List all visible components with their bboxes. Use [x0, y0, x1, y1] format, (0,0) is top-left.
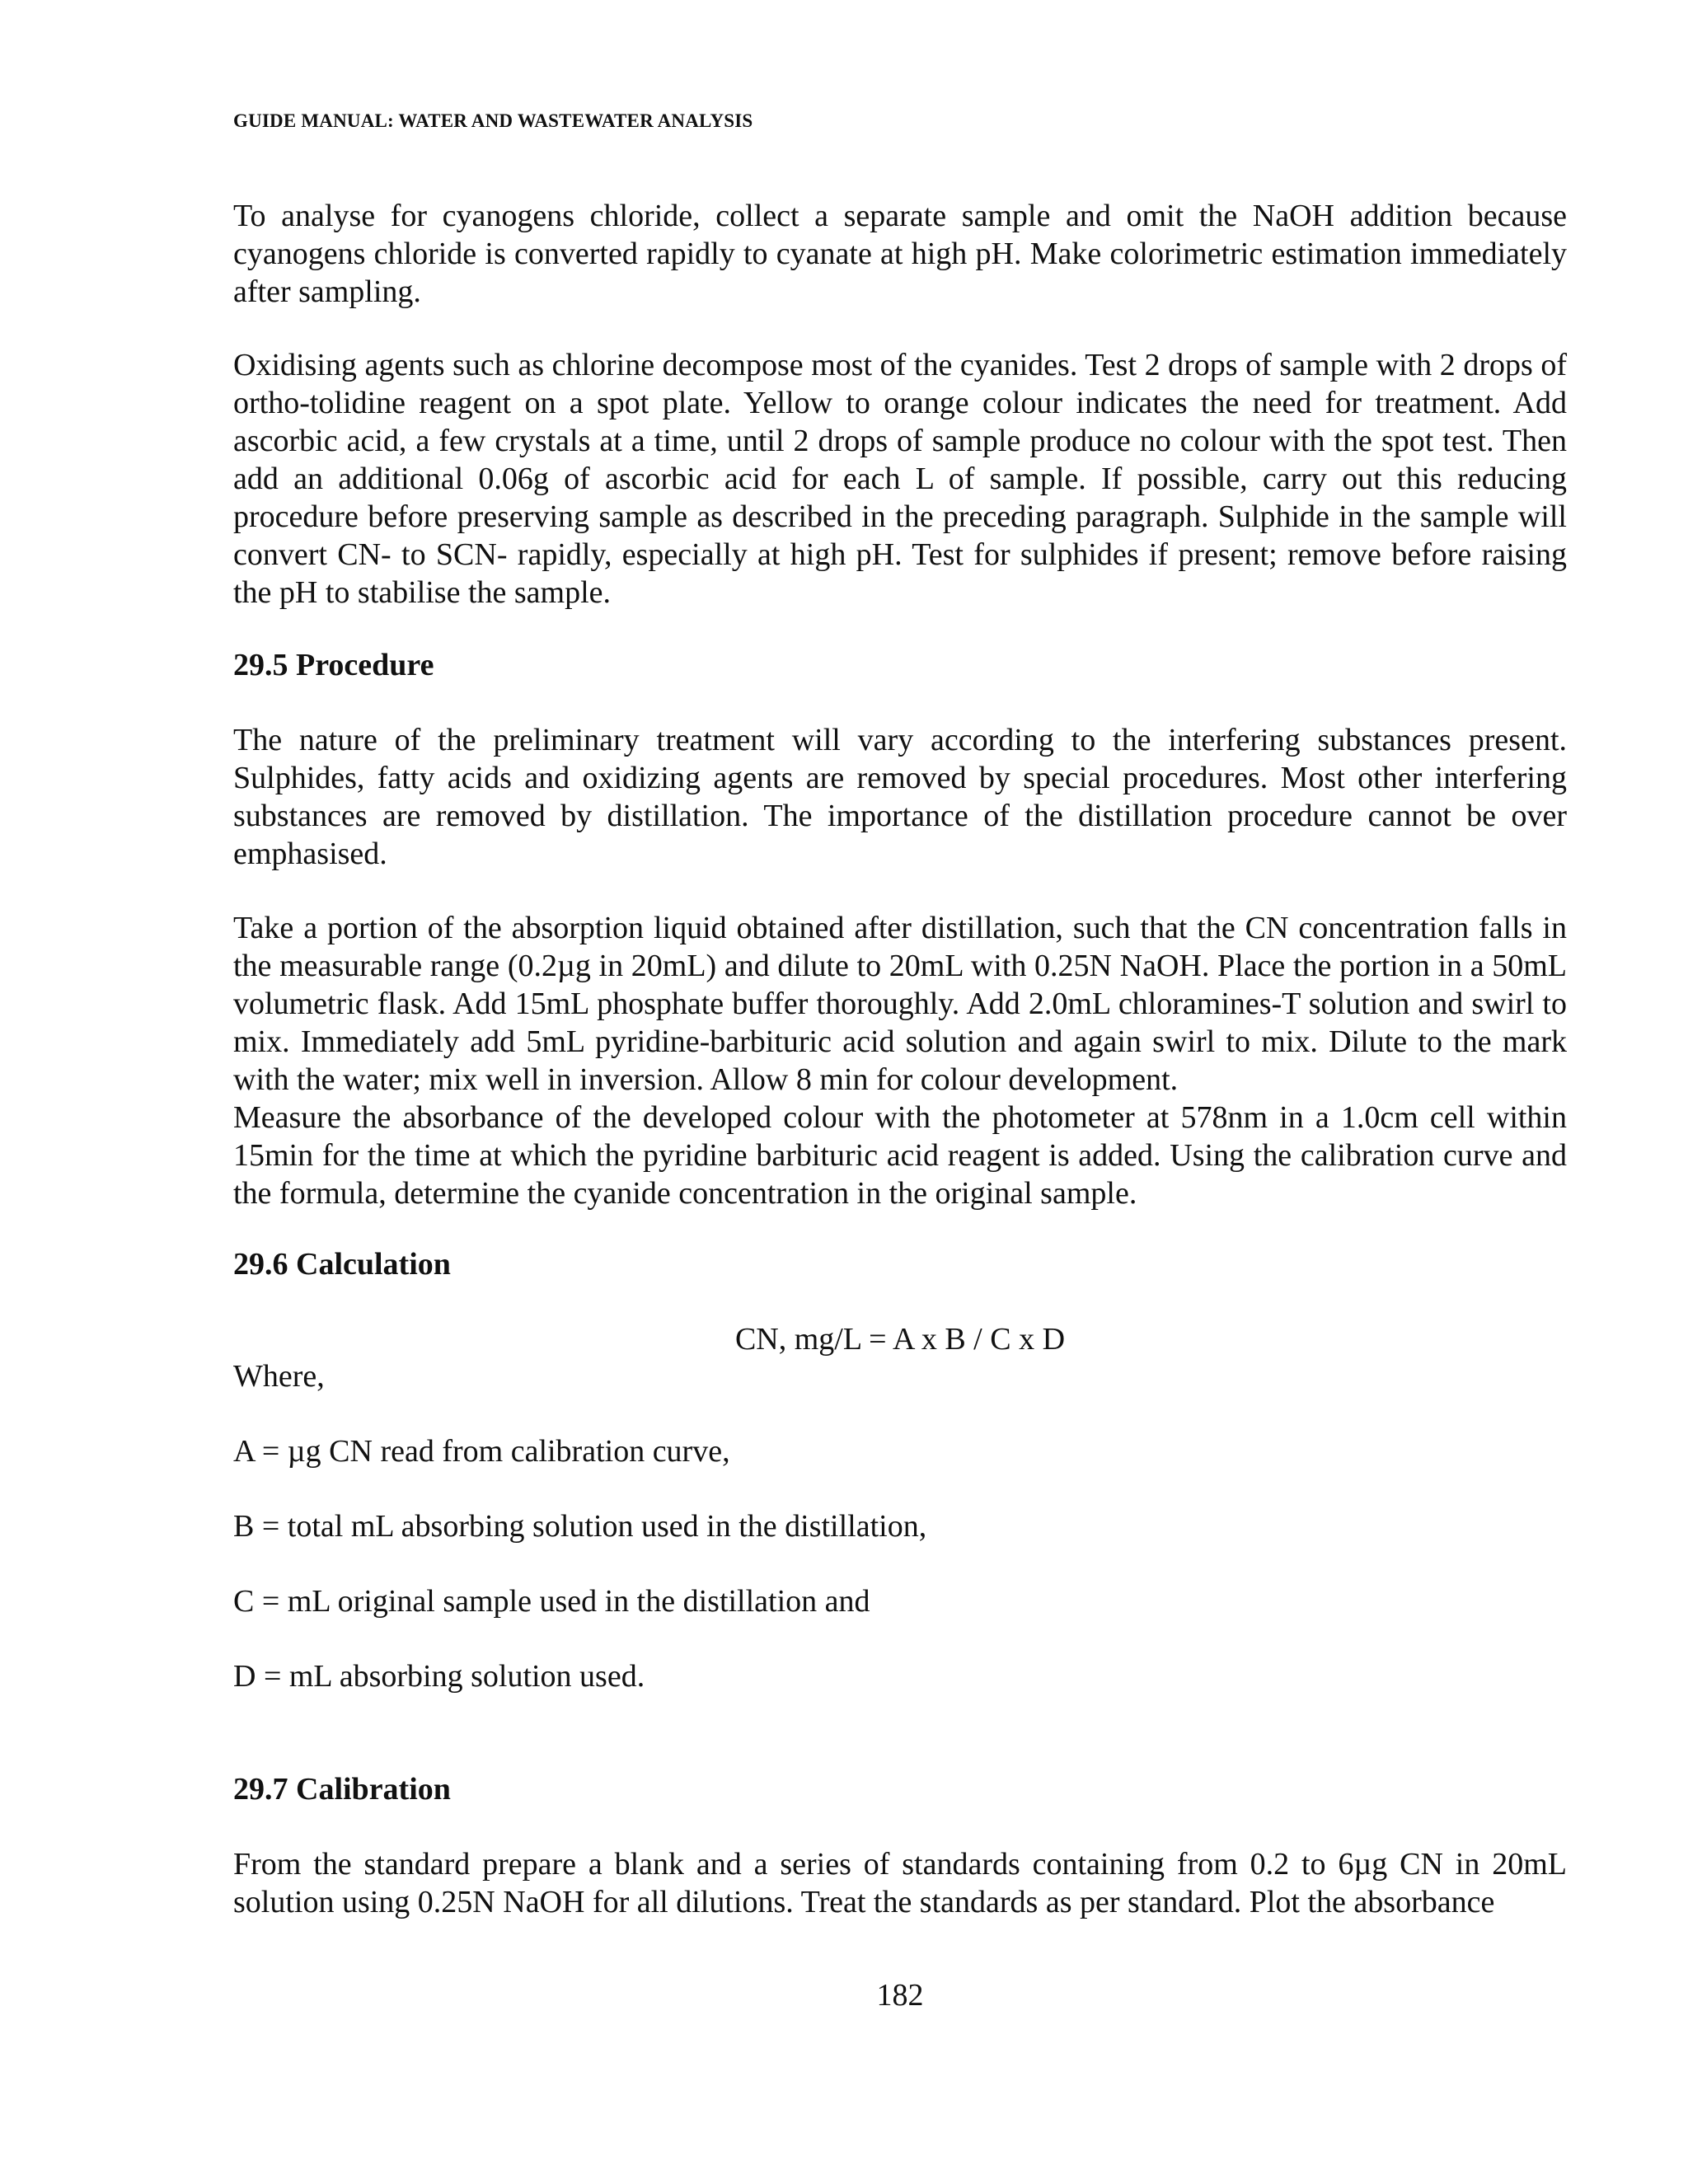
- heading-calibration: 29.7 Calibration: [233, 1772, 451, 1807]
- running-header: GUIDE MANUAL: WATER AND WASTEWATER ANALYSIS: [233, 110, 753, 131]
- heading-calculation: 29.6 Calculation: [233, 1247, 451, 1282]
- calculation-formula: CN, mg/L = A x B / C x D: [734, 1322, 1066, 1357]
- where-label: Where,: [233, 1359, 325, 1394]
- definition-c: C = mL original sample used in the distillation and: [233, 1584, 870, 1619]
- heading-procedure: 29.5 Procedure: [233, 648, 434, 682]
- paragraph-oxidising-agents: Oxidising agents such as chlorine decompose most of the cyanides. Test 2 drops of sample with 2 drops of ortho-tolidine reagent on a spot plate. Yellow to orange colour indicates the need for treatment. Add ascorbic acid, a few crystals at a time, until 2 drops of sample produce no colour with the spot test. Then add an additional 0.06g of ascorbic acid for each L of sample. If possible, carry out this reducing procedure before preserving sample as described in the preceding paragraph. Sulphide in the sample will convert CN- to SCN- rapidly, especially at high pH. Test for sulphides if present; remove before raising the pH to stabilise the sample.: [233, 348, 1567, 610]
- paragraph-procedure-steps: Take a portion of the absorption liquid obtained after distillation, such that the CN concentration falls in the measurable range (0.2µg in 20mL) and dilute to 20mL with 0.25N NaOH. Place the portion in a 50mL volumetric flask. Add 15mL phosphate buffer thoroughly. Add 2.0mL chloramines-T solution and swirl to mix. Immediately add 5mL pyridine-barbituric acid solution and again swirl to mix. Dilute to the mark with the water; mix well in inversion. Allow 8 min for colour development.: [233, 911, 1567, 1097]
- paragraph-procedure-measure: Measure the absorbance of the developed colour with the photometer at 578nm in a 1.0cm cell within 15min for the time at which the pyridine barbituric acid reagent is added. Using the calibration curve and the formula, determine the cyanide concentration in the original sample.: [233, 1100, 1567, 1211]
- paragraph-calibration: From the standard prepare a blank and a series of standards containing from 0.2 to 6µg CN in 20mL solution using 0.25N NaOH for all dilutions. Treat the standards as per standard. Plot the absorbance: [233, 1847, 1567, 1919]
- definition-b: B = total mL absorbing solution used in the distillation,: [233, 1509, 927, 1544]
- definition-d: D = mL absorbing solution used.: [233, 1659, 645, 1694]
- page-number: 182: [876, 1978, 924, 2013]
- definition-a: A = µg CN read from calibration curve,: [233, 1434, 730, 1469]
- paragraph-cyanogen-chloride: To analyse for cyanogens chloride, collect a separate sample and omit the NaOH addition because cyanogens chloride is converted rapidly to cyanate at high pH. Make colorimetric estimation immediately after sampling.: [233, 199, 1567, 309]
- paragraph-procedure-intro: The nature of the preliminary treatment will vary according to the interfering substances present. Sulphides, fatty acids and oxidizing agents are removed by special procedures. Most other interfering substances are removed by distillation. The importance of the distillation procedure cannot be over emphasised.: [233, 723, 1567, 871]
